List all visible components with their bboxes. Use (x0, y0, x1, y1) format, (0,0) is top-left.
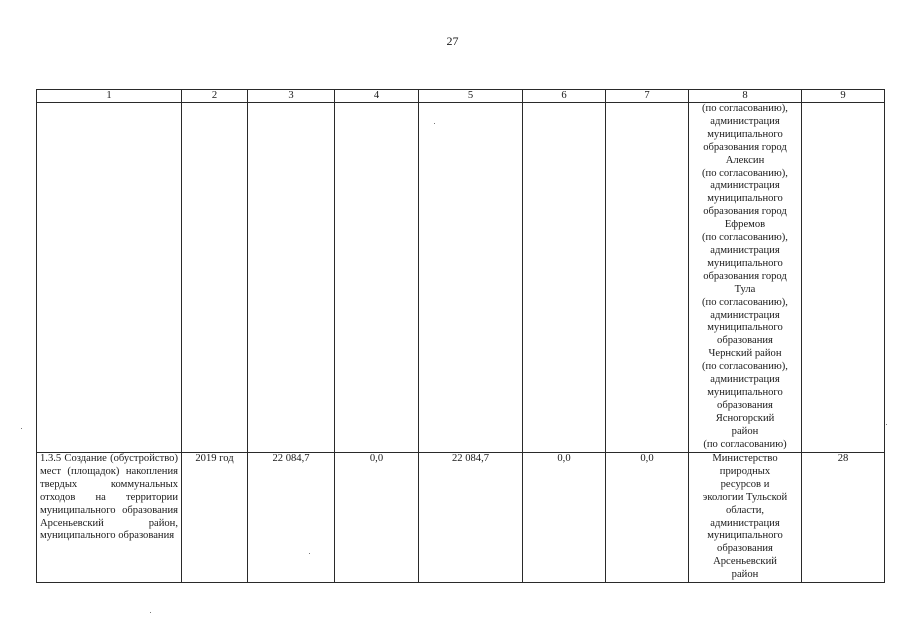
total-funding: 22 084,7 (248, 453, 335, 583)
funding-col-4: 0,0 (335, 453, 419, 583)
header-col-5: 5 (419, 90, 523, 103)
cont-cell-7 (606, 103, 689, 453)
program-activities-table (36, 89, 885, 583)
page-number: 27 (446, 34, 459, 48)
cont-cell-3 (248, 103, 335, 453)
item-row-1-3-5 (37, 453, 885, 583)
responsible-executors-cell (689, 453, 802, 583)
header-col-6: 6 (523, 90, 606, 103)
responsible-executors-continued: (по согласованию), администрация муниципального образования город Алексин (по согласованию), администрация муниципального образования город Ефремов (по согласованию), администрация муниципального образования город Тула (по согласованию), администрация муниципального образования Чернский район (по согласованию), администрация муниципального образования Ясногорский район (по согласованию) (702, 103, 788, 450)
indicator-reference: 28 (802, 453, 885, 583)
cont-cell-8 (689, 103, 802, 453)
scan-speck (309, 553, 310, 554)
cont-cell-1 (37, 103, 182, 453)
cont-cell-6 (523, 103, 606, 453)
cont-cell-2 (182, 103, 248, 453)
cont-cell-9 (802, 103, 885, 453)
activity-period: 2019 год (182, 453, 248, 583)
activity-description: 1.3.5 Создание (обустройство) мест (площадок) накопления твердых коммунальных отходов на территории муниципального образования Арсеньевский район, муниципального образования (37, 453, 182, 583)
header-col-9: 9 (802, 90, 885, 103)
cont-cell-5 (419, 103, 523, 453)
header-col-7: 7 (606, 90, 689, 103)
funding-col-5: 22 084,7 (419, 453, 523, 583)
header-col-4: 4 (335, 90, 419, 103)
responsible-executors: Министерство природных ресурсов и экологии Тульской области, администрация муниципального образования Арсеньевский район (702, 453, 788, 581)
header-col-1: 1 (37, 90, 182, 103)
scan-speck (150, 612, 151, 613)
scan-speck (21, 428, 22, 429)
funding-col-6: 0,0 (523, 453, 606, 583)
header-col-3: 3 (248, 90, 335, 103)
header-col-2: 2 (182, 90, 248, 103)
cont-cell-4 (335, 103, 419, 453)
scan-speck (434, 123, 435, 124)
header-col-8: 8 (689, 90, 802, 103)
continuation-row (37, 103, 885, 453)
header-row (37, 90, 885, 103)
funding-col-7: 0,0 (606, 453, 689, 583)
scan-speck (886, 424, 887, 425)
